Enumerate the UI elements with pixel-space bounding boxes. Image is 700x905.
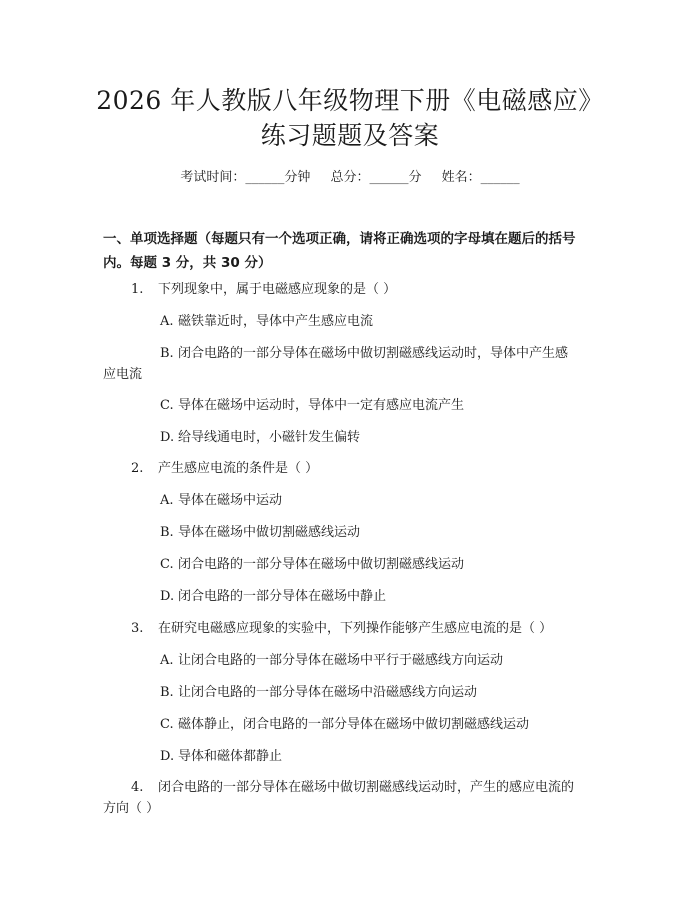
question-1-option-b-continuation: 应电流 xyxy=(103,367,143,382)
exam-info xyxy=(0,168,700,188)
section-heading-single-choice: 一、单项选择题（每题只有一个选项正确，请将正确选项的字母填在题后的括号内。每题 3 分，共 30 分） xyxy=(103,231,576,271)
option-text: 磁铁靠近时，导体中产生感应电流 xyxy=(178,314,374,329)
document-title-line-1: 2026 年人教版八年级物理下册《电磁感应》 xyxy=(96,86,604,115)
question-stem: 闭合电路的一部分导体在磁场中做切割磁感线运动时，产生的感应电流的 xyxy=(158,780,575,795)
question-2-option-b xyxy=(160,522,600,544)
option-letter: A. xyxy=(160,493,174,508)
option-text: 给导线通电时，小磁针发生偏转 xyxy=(178,430,361,445)
total-score-field: 总分：______分 xyxy=(330,170,422,185)
option-text: 闭合电路的一部分导体在磁场中做切割磁感线运动时，导体中产生感 xyxy=(178,346,569,361)
question-stem: 产生感应电流的条件是（ ） xyxy=(158,461,319,476)
option-text: 导体在磁场中运动 xyxy=(178,493,283,508)
question-2-option-c xyxy=(160,554,600,576)
option-letter: B. xyxy=(160,346,174,361)
option-text: 导体和磁体都静止 xyxy=(178,749,283,764)
question-1-option-c xyxy=(160,395,600,417)
question-stem: 下列现象中，属于电磁感应现象的是（ ） xyxy=(158,282,397,297)
option-letter: A. xyxy=(160,653,174,668)
option-letter: A. xyxy=(160,314,174,329)
option-text: 闭合电路的一部分导体在磁场中做切割磁感线运动 xyxy=(178,557,465,572)
question-number: 3. xyxy=(131,621,144,636)
question-2-option-a xyxy=(160,490,600,512)
option-text: 导体在磁场中做切割磁感线运动 xyxy=(178,525,361,540)
option-text: 闭合电路的一部分导体在磁场中静止 xyxy=(178,589,387,604)
question-1 xyxy=(131,279,601,301)
option-letter: C. xyxy=(160,717,174,732)
option-letter: D. xyxy=(160,589,175,604)
question-number: 1. xyxy=(131,282,144,297)
question-1-option-d xyxy=(160,427,600,449)
exam-time-field: 考试时间：______分钟 xyxy=(180,170,311,185)
question-3 xyxy=(131,618,601,640)
question-4-continuation: 方向（ ） xyxy=(103,801,160,816)
option-letter: D. xyxy=(160,749,175,764)
question-3-option-b xyxy=(160,682,600,704)
option-letter: D. xyxy=(160,430,175,445)
question-number: 2. xyxy=(131,461,144,476)
question-stem: 在研究电磁感应现象的实验中，下列操作能够产生感应电流的是（ ） xyxy=(158,621,553,636)
question-2 xyxy=(131,458,601,480)
question-2-option-d xyxy=(160,586,600,608)
question-3-option-d xyxy=(160,746,600,768)
option-text: 让闭合电路的一部分导体在磁场中沿磁感线方向运动 xyxy=(178,685,478,700)
option-letter: B. xyxy=(160,685,174,700)
question-1-option-b xyxy=(160,343,600,365)
question-4 xyxy=(131,777,601,799)
document-title-line-2: 练习题题及答案 xyxy=(260,121,440,150)
option-letter: B. xyxy=(160,525,174,540)
question-1-option-a xyxy=(160,311,600,333)
option-letter: C. xyxy=(160,557,174,572)
option-text: 导体在磁场中运动时，导体中一定有感应电流产生 xyxy=(178,398,465,413)
option-text: 让闭合电路的一部分导体在磁场中平行于磁感线方向运动 xyxy=(178,653,504,668)
student-name-field: 姓名：______ xyxy=(441,170,520,185)
option-letter: C. xyxy=(160,398,174,413)
question-number: 4. xyxy=(131,780,144,795)
question-3-option-c xyxy=(160,714,600,736)
question-3-option-a xyxy=(160,650,600,672)
option-text: 磁体静止，闭合电路的一部分导体在磁场中做切割磁感线运动 xyxy=(178,717,530,732)
